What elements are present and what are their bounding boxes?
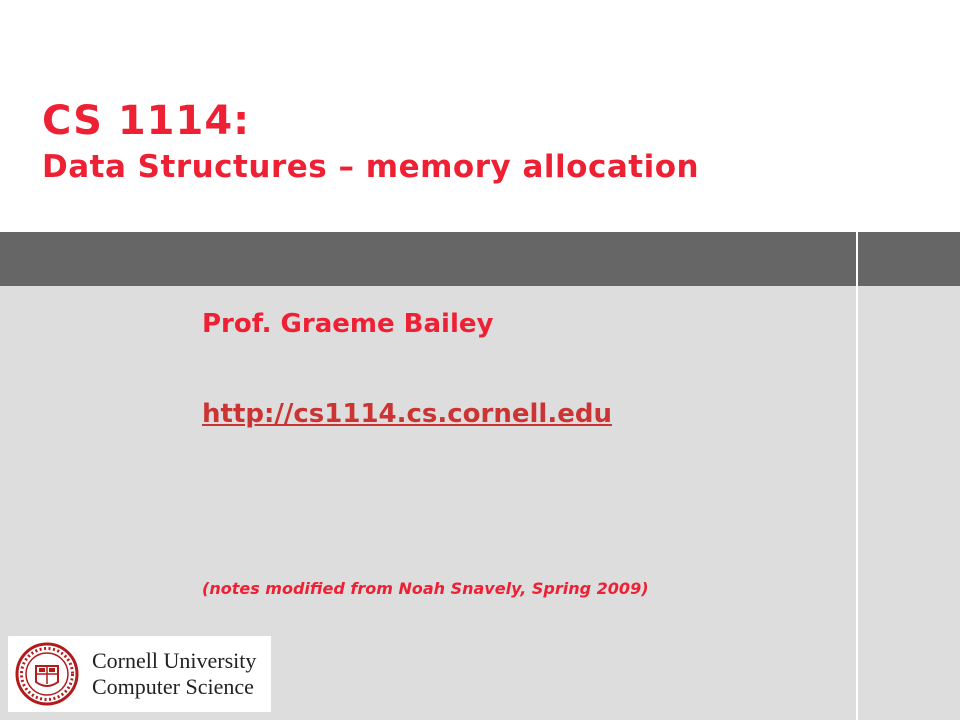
header-band bbox=[0, 232, 960, 286]
cornell-cs-logo bbox=[8, 636, 271, 712]
author-name: Prof. Graeme Bailey bbox=[202, 309, 494, 339]
course-url-link[interactable]: http://cs1114.cs.cornell.edu bbox=[202, 399, 612, 429]
vertical-divider bbox=[856, 232, 858, 720]
logo-university-name: Cornell University bbox=[92, 648, 257, 673]
cornell-seal-icon bbox=[14, 642, 80, 706]
logo-department-name: Computer Science bbox=[92, 674, 254, 699]
slide-title bbox=[42, 96, 699, 188]
course-code: CS 1114: bbox=[42, 98, 251, 144]
lecture-topic: Data Structures – memory allocation bbox=[42, 149, 700, 185]
attribution-note: (notes modified from Noah Snavely, Spring 2009) bbox=[202, 579, 649, 598]
